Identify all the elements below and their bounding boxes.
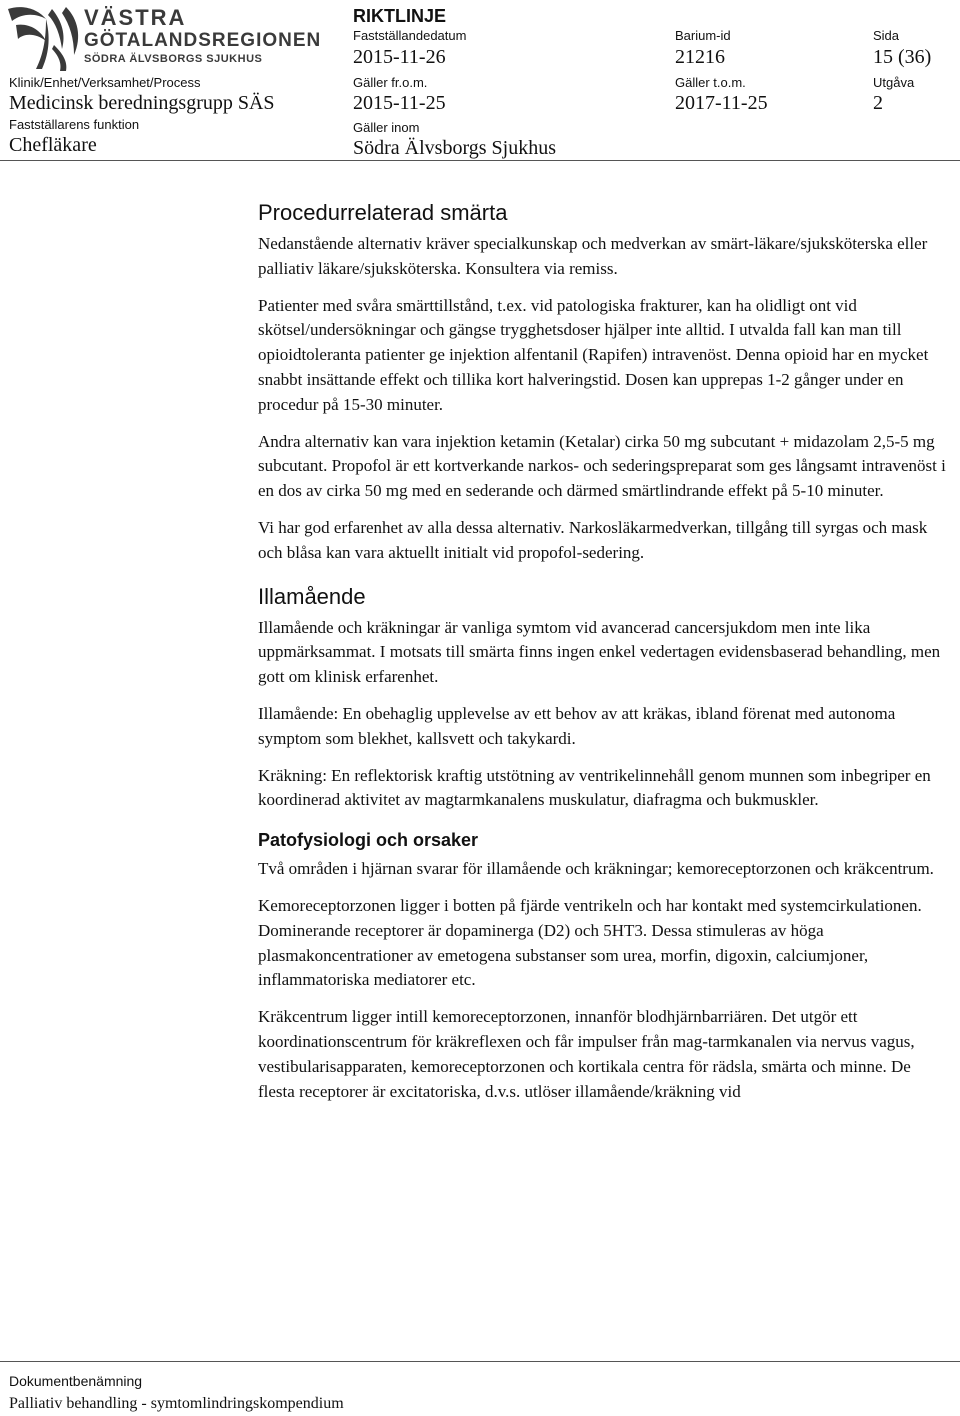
funktion-label: Fastställarens funktion bbox=[9, 117, 140, 132]
from-value: 2015-11-25 bbox=[353, 92, 446, 114]
document-type: RIKTLINJE bbox=[353, 6, 447, 26]
from-label: Gäller fr.o.m. bbox=[353, 75, 428, 90]
paragraph: Vi har god erfarenhet av alla dessa alternativ. Narkosläkarmedverkan, tillgång till syrgas och mask och blåsa kan vara aktuellt initialt vid propofol-sedering. bbox=[258, 517, 928, 562]
barium-label: Barium-id bbox=[675, 28, 731, 43]
barium-value: 21216 bbox=[675, 46, 725, 68]
paragraph: Illamående: En obehaglig upplevelse av ett behov av att kräkas, ibland förenat med autonoma symptom som blekhet, kallsvett och takykardi. bbox=[258, 703, 896, 748]
footer-value: Palliativ behandling - symtomlindringskompendium bbox=[9, 1395, 344, 1412]
paragraph: Två områden i hjärnan svarar för illamående och kräkningar; kemoreceptorzonen och kräkcentrum. bbox=[258, 859, 934, 879]
paragraph: Kemoreceptorzonen ligger i botten på fjärde ventrikeln och har kontakt med systemcirkulationen. Dominerande receptorer är dopaminerga (D2) och 5HT3. Dessa stimuleras av höga plasmakoncentrationer av emetogena substanser som urea, morfin, digoxin, calciumjoner, inflammatoriska mediatorer etc. bbox=[258, 895, 922, 990]
section-heading-illamaende: Illamående bbox=[258, 583, 366, 609]
paragraph: Patienter med svåra smärttillstånd, t.ex. vid patologiska frakturer, kan ha olidligt ont vid skötsel/undersökningar och gängse trygghetsdoser hjälper inte alltid. I utvalda fall kan man till opioidtoleranta patienter ge injektion alfentanil (Rapifen) intravenöst. Denna opioid har en mycket snabbt insättande effekt och tillika kort halveringstid. Dosen kan upprepas 1-2 gånger under en procedur på 15-30 minuter. bbox=[258, 295, 929, 414]
inom-value: Södra Älvsborgs Sjukhus bbox=[353, 137, 556, 159]
paragraph: Andra alternativ kan vara injektion ketamin (Ketalar) cirka 50 mg subcutant + midazolam 2,5-5 mg subcutant. Propofol är ett kortverkande narkos- och sederingspreparat som ges långsamt intravenöst i en dos av cirka 50 mg med en sederande och därmed smärtlindrande effekt på 5-10 minuter. bbox=[258, 431, 946, 501]
klinik-value: Medicinsk beredningsgrupp SÄS bbox=[9, 92, 275, 114]
subsection-heading-patofysiologi: Patofysiologi och orsaker bbox=[258, 830, 479, 851]
funktion-value: Chefläkare bbox=[9, 134, 97, 156]
utgava-value: 2 bbox=[873, 92, 883, 114]
region-emblem-icon bbox=[6, 5, 84, 71]
paragraph: Illamående och kräkningar är vanliga symtom vid avancerad cancersjukdom men inte lika uppmärksammat. I motsats till smärta finns ingen enkel vedertagen evidensbaserad behandling, men gott om klinisk erfarenhet. bbox=[258, 617, 941, 687]
document-body bbox=[258, 200, 948, 1104]
footer-divider bbox=[0, 1361, 960, 1362]
logo-line-2: GÖTALANDSREGIONEN bbox=[84, 30, 322, 51]
klinik-label: Klinik/Enhet/Verksamhet/Process bbox=[9, 75, 201, 90]
paragraph: Kräkning: En reflektorisk kraftig utstötning av ventrikelinnehåll genom munnen som inbegriper en koordinerad aktivitet av magtarmkanalens muskulatur, diafragma och bukmuskler. bbox=[258, 765, 931, 810]
logo-line-3: SÖDRA ÄLVSBORGS SJUKHUS bbox=[84, 53, 263, 65]
fastst-label: Fastställandedatum bbox=[353, 28, 467, 43]
inom-label: Gäller inom bbox=[353, 120, 420, 135]
footer-label: Dokumentbenämning bbox=[9, 1373, 143, 1389]
utgava-label: Utgåva bbox=[873, 75, 915, 90]
logo-line-1: VÄSTRA bbox=[84, 5, 187, 30]
section-heading-procedurrelaterad: Procedurrelaterad smärta bbox=[258, 200, 508, 225]
header-divider bbox=[0, 160, 960, 161]
paragraph: Kräkcentrum ligger intill kemoreceptorzonen, innanför blodhjärnbarriären. Det utgör ett koordinationscentrum för kräkreflexen och får impulser från mag-tarmkanalen via nervus vagus, vestibularisapparaten, kemoreceptorzonen och kortikala centra för rädsla, smärta och minne. De flesta receptorer är excitatoriska, d.v.s. utlöser illamående/kräkning vid bbox=[258, 1007, 915, 1101]
tom-value: 2017-11-25 bbox=[675, 92, 768, 114]
tom-label: Gäller t.o.m. bbox=[675, 75, 746, 90]
fastst-value: 2015-11-26 bbox=[353, 46, 446, 68]
sida-label: Sida bbox=[873, 28, 900, 43]
sida-value: 15 (36) bbox=[873, 46, 932, 68]
paragraph: Nedanstående alternativ kräver specialkunskap och medverkan av smärt-läkare/sjuksköterska eller palliativ läkare/sjuksköterska. Konsultera via remiss. bbox=[258, 234, 928, 278]
